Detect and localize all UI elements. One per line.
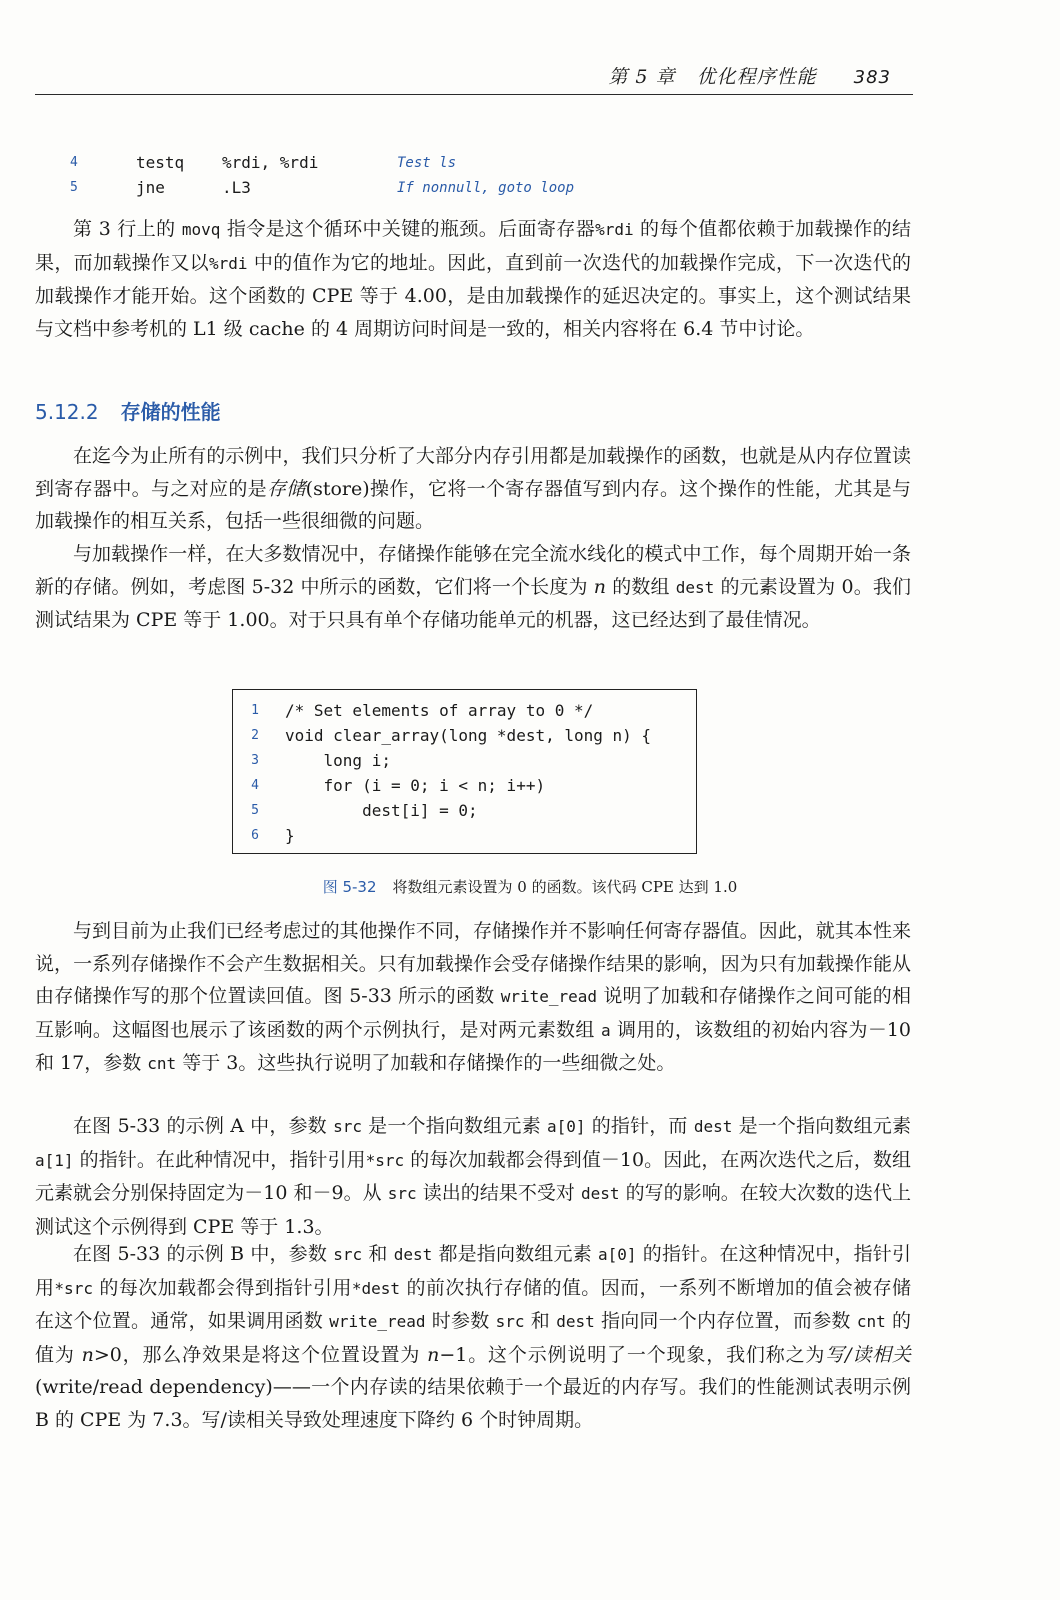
paragraph-2 [35, 440, 911, 538]
inline-code: movq [181, 220, 221, 239]
text: 的每次加载都会得到值－10。因此，在两次迭代之后，数组元素就会分别保持固定为－10 和－9。从 [35, 1148, 912, 1204]
inline-code: src [495, 1312, 525, 1331]
paragraph-4 [35, 915, 911, 1081]
line-number: 5 [70, 180, 78, 195]
code-line [70, 175, 890, 200]
text: >0，那么净效果是将这个位置设置为 [93, 1343, 428, 1366]
page-number: 383 [853, 67, 891, 88]
inline-code: %rdi [209, 253, 248, 273]
text: 的数组 [606, 575, 676, 598]
inline-code: src [333, 1117, 362, 1136]
text: 的元素设置为 0。我们测试结果为 CPE 等于 1.00。对于只具有单个存储功能单元的机器，这已经达到了最佳情况。 [35, 575, 911, 631]
code-line [70, 150, 890, 175]
line-number: 4 [251, 778, 259, 793]
text: −1。这个示例说明了一个现象，我们称之为 [439, 1343, 826, 1366]
code-text: void clear_array(long *dest, long n) { [285, 726, 652, 745]
code-line [233, 698, 696, 723]
section-number: 5.12.2 [35, 400, 99, 424]
chapter-label: 第 5 章 [608, 66, 676, 88]
math-variable: n [81, 1343, 94, 1366]
code-text: for (i = 0; i < n; i++) [285, 776, 546, 795]
text: 的指针。在这种情况中，指针引用 [35, 1243, 911, 1299]
text: 第 3 行上的 [73, 218, 182, 240]
inline-code: %rdi [595, 220, 634, 239]
text: 时参数 [425, 1310, 496, 1332]
text: 的每次加载都会得到指针引用 [92, 1276, 352, 1299]
text: 的值为 [35, 1310, 911, 1366]
code-line [233, 748, 696, 773]
inline-code: dest [393, 1245, 433, 1264]
code-text: dest[i] = 0; [285, 801, 478, 820]
text: 是一个指向数组元素 [361, 1115, 547, 1137]
section-heading [35, 396, 221, 425]
inline-code: *dest [351, 1278, 401, 1298]
figure-caption [0, 876, 1060, 897]
assembly-code-snippet [70, 150, 890, 200]
inline-code: *src [54, 1278, 93, 1298]
paragraph-6 [35, 1238, 911, 1436]
code-text: long i; [285, 751, 391, 770]
inline-code: dest [693, 1117, 733, 1136]
text: 在图 5-33 的示例 A 中，参数 [73, 1115, 334, 1137]
code-text: /* Set elements of array to 0 */ [285, 701, 594, 720]
caption-text: 将数组元素设置为 0 的函数。该代码 CPE 达到 1.0 [392, 878, 738, 896]
code-line [233, 773, 696, 798]
code-line [233, 823, 696, 848]
text: 在图 5-33 的示例 B 中，参数 [73, 1243, 334, 1265]
code-line [233, 798, 696, 823]
text: 是一个指向数组元素 [732, 1115, 911, 1137]
line-number: 2 [251, 728, 259, 743]
paragraph-1 [35, 213, 911, 345]
text: 调用的，该数组的初始内容为－10 和 17，参数 [35, 1018, 911, 1074]
inline-code: a [600, 1020, 611, 1040]
math-variable: n [593, 575, 607, 598]
inline-code: dest [675, 577, 715, 597]
inline-code: src [387, 1184, 417, 1203]
text: (write/read dependency)——一个内存读的结果依赖于一个最近的内存写。我们的性能测试表明示例 B 的 CPE 为 7.3。写/读相关导致处理速度下降约 6 个时钟周期。 [35, 1376, 911, 1431]
text: 说明了加载和存储操作之间可能的相互影响。这幅图也展示了该函数的两个示例执行，是对两元素数组 [35, 985, 911, 1041]
text: 读出的结果不受对 [416, 1182, 582, 1204]
text: (store)操作，它将一个寄存器值写到内存。这个操作的性能，尤其是与加载操作的相互关系，包括一些很细微的问题。 [35, 477, 911, 532]
line-number: 1 [251, 703, 259, 718]
text: 等于 3。这些执行说明了加载和存储操作的一些细微之处。 [176, 1052, 676, 1074]
text: 的指针，而 [585, 1115, 694, 1137]
paragraph-3 [35, 538, 911, 637]
paragraph-5 [35, 1110, 911, 1243]
inline-code: cnt [147, 1054, 177, 1073]
inline-code: a[0] [546, 1117, 586, 1136]
code-comment: If nonnull, goto loop [397, 179, 575, 196]
emphasis: 写/读相关 [825, 1343, 911, 1366]
text: 与加载操作一样，在大多数情况中，存储操作能够在完全流水线化的模式中工作，每个周期开始一条新的存储。例如，考虑图 5-32 中所示的函数，它们将一个长度为 [35, 543, 911, 598]
text: 中的值作为它的地址。因此，直到前一次迭代的加载操作完成，下一次迭代的加载操作才能开始。这个函数的 CPE 等于 4.00，是由加载操作的延迟决定的。事实上，这个测试结果与文档中参考机的 L1 级 cache 的 4 周期访问时间是一致的，相关内容将在 6.4 节中讨论。 [35, 251, 911, 340]
text: 的指针。在此种情况中，指针引用 [73, 1148, 366, 1171]
line-number: 3 [251, 753, 259, 768]
figure-number: 图 5-32 [322, 878, 377, 896]
text: 的每个值都依赖于加载操作的结果，而加载操作又以 [35, 218, 911, 274]
inline-code: write_read [500, 987, 598, 1006]
header-text [594, 62, 891, 89]
code-text: } [285, 826, 295, 845]
code-figure [232, 689, 697, 854]
text: 在迄今为止所有的示例中，我们只分析了大部分内存引用都是加载操作的函数，也就是从内存位置读到寄存器中。与之对应的是 [35, 445, 911, 500]
line-number: 4 [70, 155, 78, 170]
line-number: 5 [251, 803, 259, 818]
operands: %rdi, %rdi [222, 153, 319, 172]
text: 的前次执行存储的值。因而，一系列不断增加的值会被存储在这个位置。通常，如果调用函数 [35, 1276, 911, 1332]
chapter-title: 优化程序性能 [696, 66, 817, 88]
inline-code: *src [365, 1150, 405, 1170]
instruction: testq [136, 153, 185, 172]
inline-code: dest [581, 1184, 620, 1203]
math-variable: n [427, 1343, 440, 1366]
inline-code: src [333, 1245, 363, 1264]
instruction: jne [136, 178, 165, 197]
text: 都是指向数组元素 [432, 1243, 599, 1265]
emphasis: 存储 [267, 477, 306, 500]
inline-code: dest [556, 1312, 595, 1331]
inline-code: a[0] [598, 1245, 637, 1264]
code-comment: Test ls [397, 154, 457, 171]
text: 和 [524, 1310, 557, 1332]
inline-code: cnt [856, 1312, 886, 1331]
inline-code: write_read [329, 1312, 426, 1331]
section-title: 存储的性能 [120, 400, 221, 424]
line-number: 6 [251, 828, 259, 843]
inline-code: a[1] [35, 1150, 74, 1170]
running-header [35, 58, 913, 95]
text: 指令是这个循环中关键的瓶颈。后面寄存器 [220, 218, 596, 240]
text: 和 [362, 1243, 394, 1265]
text: 指向同一个内存位置，而参数 [594, 1310, 857, 1332]
operands: .L3 [222, 178, 251, 197]
text: 与到目前为止我们已经考虑过的其他操作不同，存储操作并不影响任何寄存器值。因此，就其本性来说，一系列存储操作不会产生数据相关。只有加载操作会受存储操作结果的影响，因为只有加载操作能从由存储操作写的那个位置读回值。图 5-33 所示的函数 [35, 920, 911, 1007]
code-line [233, 723, 696, 748]
text: 的写的影响。在较大次数的迭代上测试这个示例得到 CPE 等于 1.3。 [35, 1182, 911, 1238]
